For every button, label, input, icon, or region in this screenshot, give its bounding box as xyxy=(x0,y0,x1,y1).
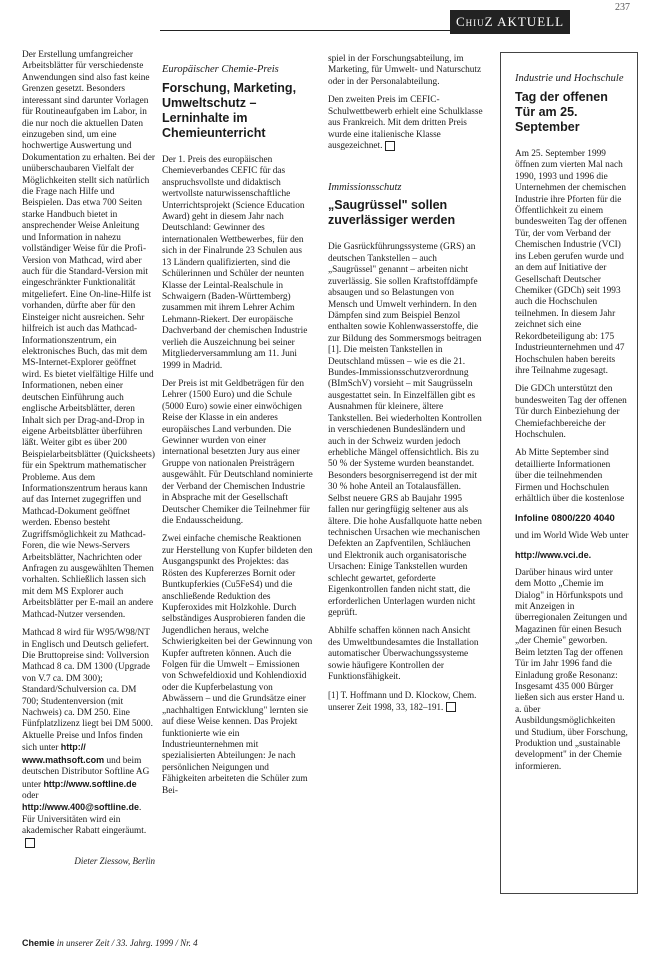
end-mark-icon xyxy=(385,141,395,151)
column-3 xyxy=(328,54,483,720)
column-2 xyxy=(162,64,313,804)
grs-paragraph-2: Abhilfe schaffen können nach Ansicht des Umweltbundesamtes die Installation automatischer Überwachungssysteme sowie häufigere Kontrollen der Funktionsfähigkeit. xyxy=(328,626,479,683)
journal-issue: in unserer Zeit / 33. Jahrg. 1999 / Nr. 4 xyxy=(56,938,198,948)
page-footer xyxy=(22,938,198,948)
cefic-paragraph-1: Der 1. Preis des europäischen Chemieverbandes CEFIC für das anspruchsvollste und didaktisch wertvollste naturwissenschaftliche Unterrichtsprojekt (Science Education Award) geht in diesem Jahr nach Deutschland: Gewinner des internationalen Wettbewerbes, für den sich in der Finalrunde 23 Schulen aus 13 Ländern qualifizierten, sind die Schülerinnen und Schüler der neunten Klasse der Leintal-Realschule in Schwaigern (Baden-Württemberg) zusammen mit ihrem Lehrer Achim Lehmann-Riekert. Der europäische Dachverband der chemischen Industrie verlieh die Auszeichnung bei seiner Mitgliederversammlung am 11. Juni 1999 in Madrid. xyxy=(162,154,308,371)
article-subtitle: Europäischer Chemie-Preis xyxy=(162,64,279,75)
cefic-paragraph-4: spiel in der Forschungsabteilung, im Marketing, für Umwelt- und Naturschutz oder in der Personalabteilung. xyxy=(328,54,482,87)
grs-paragraph-1: Die Gasrückführungssysteme (GRS) an deutschen Tankstellen – auch „Saugrüssel" genannt – arbeiten nicht zuverlässig. Sie sollen Kraftstoffdämpfe absaugen und so Belastungen von Mensch und Umwelt verhindern. In den Dämpfen sind zum Beispiel Benzol enthalten sowie Kohlenwasserstoffe, die zur Bildung des Sommersmogs beitragen [1]. Die meisten Tankstellen in Deutschland müssen – wie es die 21. Bundes-Immissionsschutzverordnung (BImSchV) vorsieht – mit Saugrüsseln ausgestattet sein. In Einzelfällen gibt es Ausnahmen für kleinere, ältere Tankstellen. Bei wiederholten Kontrollen in verschiedenen Bundesländern und auch in der Schweiz wurden jedoch erhebliche Mängel offensichtlich. Bis zu 50 % der Systeme wurden beanstandet. Besonders besorgniserregend ist der mit 30 % hohe Anteil an Totalausfällen. Selbst neuere GRS ab Baujahr 1995 fallen nur geringfügig seltener aus als ältere. Die hohe Ausfallquote hatte neben technischen Ursachen wie mechanischen Defekten an Zapfventilen, Schläuchen und Elektronik auch organisatorische Ursachen: Einige Tankstellen wurden schlecht gewartet, geforderte Eigenkontrollen fanden nicht statt, die erforderlichen Unterlagen wurden nicht geprüft. xyxy=(328,242,482,618)
cefic-paragraph-3: Zwei einfache chemische Reaktionen zur Herstellung von Kupfer bildeten den Ausgangspunkt des Projektes: das Rösten des Kupfererzes Bornit oder Buntkupferkies (Cu5FeS4) und die anschließende Reduktion des Kupferoxides mit Holzkohle. Durch selbständiges Ausprobieren fanden die Jugendlichen heraus, welche Schwierigkeiten bei der Gewinnung von Kupfer auftreten können. Auch die Folgen für die Umwelt – Emissionen von Schwefeldioxid und Kohlendioxid oder die Kupferbelastung von Abwässern – und die Grundsätze einer „nachhaltigen Entwicklung" lernten sie auf diese Weise kennen. Das Projekt funktionierte wie ein Industrieunternehmen mit spezialisierten Abteilungen: Je nach persönlichen Neigungen und Fähigkeiten arbeiteten die Schüler zum Bei- xyxy=(162,534,313,796)
box-headline: Tag der offenen Tür am 25. September xyxy=(515,89,608,134)
cefic-paragraph-2: Der Preis ist mit Geldbeträgen für den Lehrer (1500 Euro) und die Schule (5000 Euro) sowie einer einwöchigen Reise der Klasse in ein anderes europäisches Land verbunden. Die Gewinner wurden von einer international besetzten Jury aus einer Gruppe von nationalen Preisträgern ausgewählt. Für Deutschland nominierte der Verband der Chemischen Industrie in Absprache mit der Gesellschaft Deutscher Chemiker die Teilnehmer für die Endausscheidung. xyxy=(162,378,313,526)
mathsoft-link[interactable]: http:// www.mathsoft.com xyxy=(22,742,105,765)
reference: [1] T. Hoffmann und D. Klockow, Chem. unserer Zeit 1998, 33, 182–191. xyxy=(328,690,477,712)
end-mark-icon xyxy=(446,702,456,712)
box-paragraph-4: und im World Wide Web unter xyxy=(515,531,629,542)
page-number: 237 xyxy=(615,2,630,13)
mathcad-paragraph-1: Der Erstellung umfangreicher Arbeitsblätter für verschiedenste Anwendungen sind also fast keine Grenzen gesetzt. Besonders interessant sind darunter Vorlagen für Routineaufgaben im Labor, in die nur noch die aktuellen Daten einzugeben sind, um eine hochwertige Auswertung und Dokumentation zu erhalten. Bei der unüberschaubaren Vielfalt der Möglichkeiten stellt sich natürlich die Frage nach Hilfe und Beispielen. Das etwa 700 Seiten starke Handbuch bietet in ansprechender Weise Anleitung und Information in nahezu vollständiger Weise für die Profi-Version von Mathcad, wird aber auch für die Standard-Version mit eingeschränkter Funktionalität mitgeliefert. Eine On-line-Hilfe ist vorhanden, dürfte aber für den Einsteiger nicht ausreichen. Sehr hilfreich ist auch das Mathcad-Informationszentrum, ein elektronisches Buch, das mit dem MS-Internet-Explorer geöffnet wird. Es bietet vielfältige Hilfe und Informationen, neben einer deutschen Einführung auch englische Arbeitsblätter, deren Inhalt sich per Drag-and-Drop in eigene Arbeitsblätter überführen läßt. Weiter gibt es über 200 Beispielarbeitsblätter (Quicksheets) für ein Spektrum mathematischer Probleme. Aus dem Informationszentrum heraus kann auf das Internet zugegriffen und Mathcad-Dokument geöffnet werden. Ebenso besteht Zugriffsmöglichkeit zu Mathcad-Foren, die wie News-Servers Arbeitsblätter, Nachrichten oder Anfragen zu ausgewählten Themen vorhalten. Schließlich lassen sich mit dem MS Explorer auch Arbeitsblätter per E-mail an andere Mathcad-Nutzer versenden. xyxy=(22,50,155,620)
box-paragraph-5: Darüber hinaus wird unter dem Motto „Chemie im Dialog" in Hörfunkspots und mit Anzeigen in überregionalen Zeitungen und Magazinen für einen Besuch „der Chemie" geworben. Beim letzten Tag der offenen Tür im Jahr 1996 fand die Einladung große Resonanz: Insgesamt 435 000 Bürger ließen sich aus erster Hand u. a. über Ausbildungsmöglichkeiten und Studium, über Forschung, Produktion und „sustainable development" in der Chemie informieren. xyxy=(515,567,628,772)
mathcad-paragraph-2: Mathcad 8 wird für W95/W98/NT in Englisch und Deutsch geliefert. Die Bruttopreise sind: Vollversion Mathcad 8 ca. DM 1300 (Upgrade von V.7 ca. DM 300); Standard/Schulversion ca. DM 700; Studentenversion (mit Nachweis) ca. DM 250. Eine Fünfplatzlizenz liegt bei DM 5000. Aktuelle Preise und Infos finden sich unter http:// www.mathsoft.com und beim deutschen Distributor Softline AG unter http://www.softline.de oder http://www.400@softline.de. Für Universitäten wird ein akademischer Rabatt eingeräumt. xyxy=(22,628,155,849)
article-headline: Forschung, Marketing, Umweltschutz – Lerninhalte im Chemieunterricht xyxy=(162,80,297,140)
infoline-number: Infoline 0800/220 4040 xyxy=(515,512,615,524)
end-mark-icon xyxy=(25,838,35,848)
column-1 xyxy=(22,50,155,867)
journal-name: Chemie xyxy=(22,938,55,948)
author-signature: Dieter Ziessow, Berlin xyxy=(74,856,155,867)
box-paragraph-2: Die GDCh unterstützt den bundesweiten Tag der offenen Tür durch Einbeziehung der Chemiefachbereiche der Hochschulen. xyxy=(515,384,627,441)
box-paragraph-3: Ab Mitte September sind detaillierte Informationen über die teilnehmenden Firmen und Hochschulen erhältlich über die kostenlose xyxy=(515,448,625,505)
softline-mail-link[interactable]: http://www.400@softline.de xyxy=(22,802,139,813)
info-box xyxy=(500,52,638,894)
vci-link[interactable]: http://www.vci.de. xyxy=(515,549,592,560)
box-subtitle: Industrie und Hochschule xyxy=(515,73,624,84)
box-paragraph-1: Am 25. September 1999 öffnen zum vierten Mal nach 1990, 1993 und 1996 die Unternehmen der chemischen Industrie ihre Pforten für die Öffentlichkeit zu einem bundesweiten Tag der offenen Tür, der vom Verband der Chemischen Industrie (VCI) ins Leben gerufen wurde und an dem auf Initiative der Gesellschaft Deutscher Chemiker (GDCh) seit 1993 auch die Hochschulen teilnehmen. In diesem Jahr zeichnet sich eine Rekordbeteiligung ab: 175 Industrieunternehmen und 47 Hochschulen haben bereits ihre Teilnahme zugesagt. xyxy=(515,148,627,376)
softline-link[interactable]: http://www.softline.de xyxy=(43,778,137,789)
article-subtitle: Immissionsschutz xyxy=(328,181,402,193)
article-headline: „Saugrüssel" sollen zuverlässiger werden xyxy=(328,198,456,228)
cefic-paragraph-5: Den zweiten Preis im CEFIC-Schulwettbewerb erhielt eine Schulklasse aus Frankreich. Mit dem dritten Preis wurde eine italienische Klasse ausgezeichnet. xyxy=(328,95,483,152)
section-tag: ChiuZ AKTUELL xyxy=(450,10,570,34)
